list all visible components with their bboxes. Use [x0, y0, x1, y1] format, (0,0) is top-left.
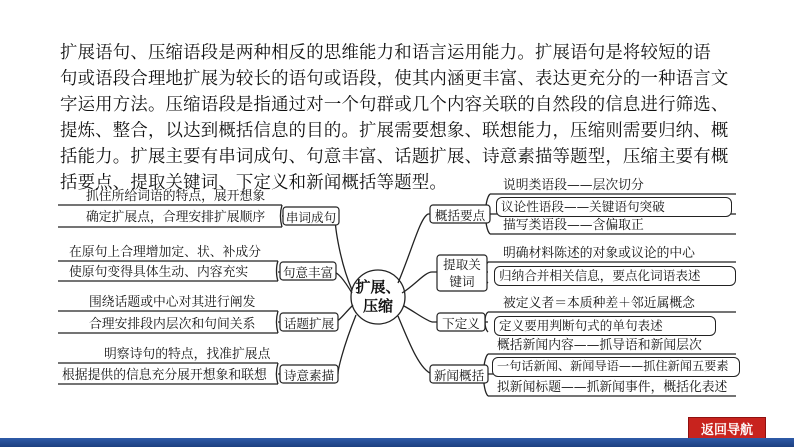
leaf-box: 一句话新闻、新闻导语——抓住新闻五要素 — [492, 357, 740, 377]
leaf-text: 使原句变得具体生动、内容充实 — [69, 265, 249, 280]
intro-line: 句或语段合理地扩展为较长的语句或语段，使其内涵更丰富、表达更充分的一种语言文 — [60, 69, 729, 89]
node-xin-wen-gai-kuo: 新闻概括 — [433, 367, 485, 383]
intro-line: 括能力。扩展主要有串词成句、句意丰富、话题扩展、诗意素描等题型，压缩主要有概 — [60, 147, 729, 167]
intro-line: 扩展语句、压缩语段是两种相反的思维能力和语言运用能力。扩展语句是将较短的语 — [60, 43, 711, 63]
leaf-text: 被定义者＝本质种差＋邻近属概念 — [503, 296, 695, 311]
node-chuan-ci-cheng-ju: 串词成句 — [285, 209, 337, 225]
leaf-text: 根据提供的信息充分展开想象和联想 — [62, 368, 267, 383]
leaf-text: 说明类语段——层次切分 — [503, 178, 644, 193]
bottom-bar — [0, 438, 794, 447]
leaf-text: 确定扩展点，合理安排扩展顺序 — [86, 210, 266, 225]
leaf-text: 概括新闻内容——抓导语和新闻层次 — [497, 338, 702, 353]
leaf-text: 拟新闻标题——抓新闻事件，概括化表述 — [497, 380, 728, 395]
leaf-text: 明察诗句的特点，找准扩展点 — [104, 347, 271, 362]
leaf-box: 归纳合并相关信息，要点化词语表述 — [494, 266, 736, 286]
node-ju-yi-feng-fu: 句意丰富 — [282, 264, 334, 280]
intro-line: 字运用方法。压缩语段是指通过对一个句群或几个内容关联的自然段的信息进行筛选、 — [60, 95, 729, 115]
leaf-text: 明确材料陈述的对象或议论的中心 — [503, 246, 695, 261]
node-hua-ti-kuo-zhan: 话题扩展 — [283, 315, 335, 331]
leaf-text: 在原句上合理增加定、状、补成分 — [69, 245, 261, 260]
node-label: 提取关键词 — [443, 257, 481, 289]
node-shi-yi-su-miao: 诗意素描 — [283, 367, 335, 383]
leaf-text: 抓住所给词语的特点，展开想象 — [86, 189, 266, 204]
leaf-text: 描写类语段——含偏取正 — [503, 218, 644, 233]
leaf-box: 定义要用判断句式的单句表述 — [494, 316, 716, 336]
leaf-box: 议论性语段——关键语句突破 — [496, 197, 732, 217]
node-xia-ding-yi: 下定义 — [442, 315, 480, 331]
node-ti-qu-guan-jian-ci — [437, 255, 487, 291]
intro-line: 提炼、整合，以达到概括信息的目的。扩展需要想象、联想能力，压缩则需要归纳、概 — [60, 121, 729, 141]
node-gai-kuo-yao-dian: 概括要点 — [434, 207, 486, 223]
leaf-text: 合理安排段内层次和句间关系 — [89, 317, 256, 332]
center-line: 扩展、 — [355, 278, 401, 296]
intro-line: 括要点、提取关键词、下定义和新闻概括等题型。 — [60, 173, 447, 193]
center-line: 压缩 — [362, 297, 393, 315]
leaf-text: 围绕话题或中心对其进行阐发 — [89, 295, 256, 310]
back-to-nav-button[interactable]: 返回导航 — [688, 417, 766, 439]
center-topic — [352, 271, 404, 323]
